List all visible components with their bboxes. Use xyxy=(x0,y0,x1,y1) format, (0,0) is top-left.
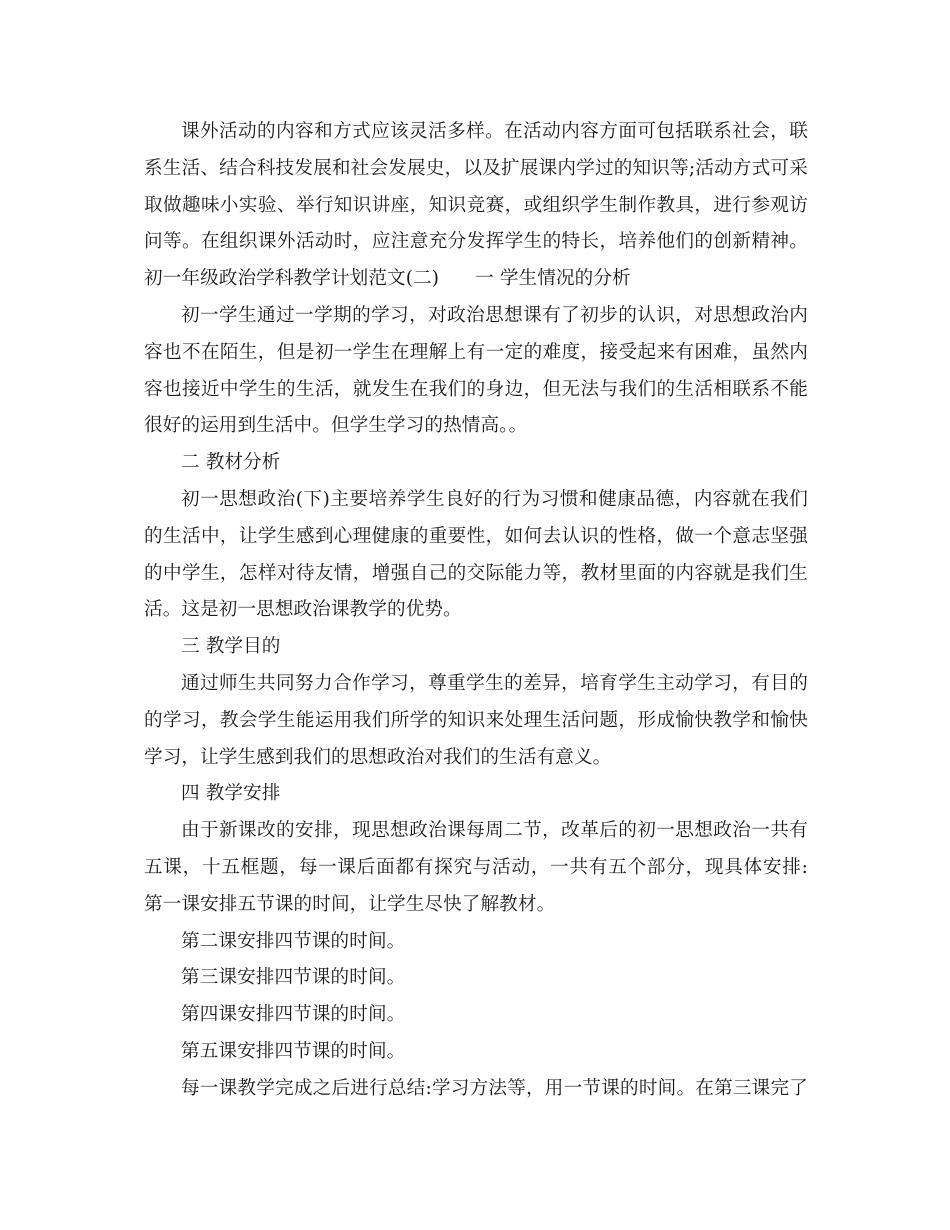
text-line: 学习，让学生感到我们的思想政治对我们的生活有意义。 xyxy=(144,746,612,768)
section-heading: 四 教学安排 xyxy=(181,783,281,805)
text-line: 每一课教学完成之后进行总结:学习方法等，用一节课的时间。在第三课完了 xyxy=(181,1077,808,1099)
text-line: 容也接近中学生的生活，就发生在我们的身边，但无法与我们的生活相联系不能 xyxy=(144,378,808,400)
text-line: 五课，十五框题，每一课后面都有探究与活动，一共有五个部分，现具体安排: xyxy=(144,856,808,878)
text-line: 取做趣味小实验、举行知识讲座，知识竞赛，或组织学生制作教具，进行参观访 xyxy=(144,194,808,216)
text-line: 通过师生共同努力合作学习，尊重学生的差异，培育学生主动学习，有目的 xyxy=(181,672,808,694)
text-line: 容也不在陌生，但是初一学生在理解上有一定的难度，接受起来有困难，虽然内 xyxy=(144,341,808,363)
section-heading: 三 教学目的 xyxy=(181,636,281,658)
document-page xyxy=(144,114,808,1108)
text-line: 的学习，教会学生能运用我们所学的知识来处理生活问题，形成愉快教学和愉快 xyxy=(144,709,808,731)
text-line: 问等。在组织课外活动时，应注意充分发挥学生的特长，培养他们的创新精神。 xyxy=(144,231,808,253)
text-line: 系生活、结合科技发展和社会发展史，以及扩展课内学过的知识等;活动方式可采 xyxy=(144,157,808,179)
text-line: 初一学生通过一学期的学习，对政治思想课有了初步的认识，对思想政治内 xyxy=(181,304,808,326)
text-line: 的生活中，让学生感到心理健康的重要性，如何去认识的性格，做一个意志坚强 xyxy=(144,525,808,547)
section-title: 初一年级政治学科教学计划范文(二) 一 学生情况的分析 xyxy=(144,268,631,290)
schedule-item: 第二课安排四节课的时间。 xyxy=(181,930,406,952)
schedule-item: 第三课安排四节课的时间。 xyxy=(181,967,406,989)
text-line: 课外活动的内容和方式应该灵活多样。在活动内容方面可包括联系社会，联 xyxy=(181,121,808,142)
text-line: 第一课安排五节课的时间，让学生尽快了解教材。 xyxy=(144,893,556,915)
text-line: 初一思想政治(下)主要培养学生良好的行为习惯和健康品德，内容就在我们 xyxy=(181,488,808,510)
schedule-item: 第四课安排四节课的时间。 xyxy=(181,1004,406,1026)
text-line: 很好的运用到生活中。但学生学习的热情高。。 xyxy=(144,415,528,437)
section-heading: 二 教材分析 xyxy=(181,452,281,474)
text-line: 的中学生，怎样对待友情，增强自己的交际能力等，教材里面的内容就是我们生 xyxy=(144,562,808,584)
text-line: 由于新课改的安排，现思想政治课每周二节，改革后的初一思想政治一共有 xyxy=(181,820,808,842)
schedule-item: 第五课安排四节课的时间。 xyxy=(181,1040,406,1062)
text-line: 活。这是初一思想政治课教学的优势。 xyxy=(144,599,462,621)
